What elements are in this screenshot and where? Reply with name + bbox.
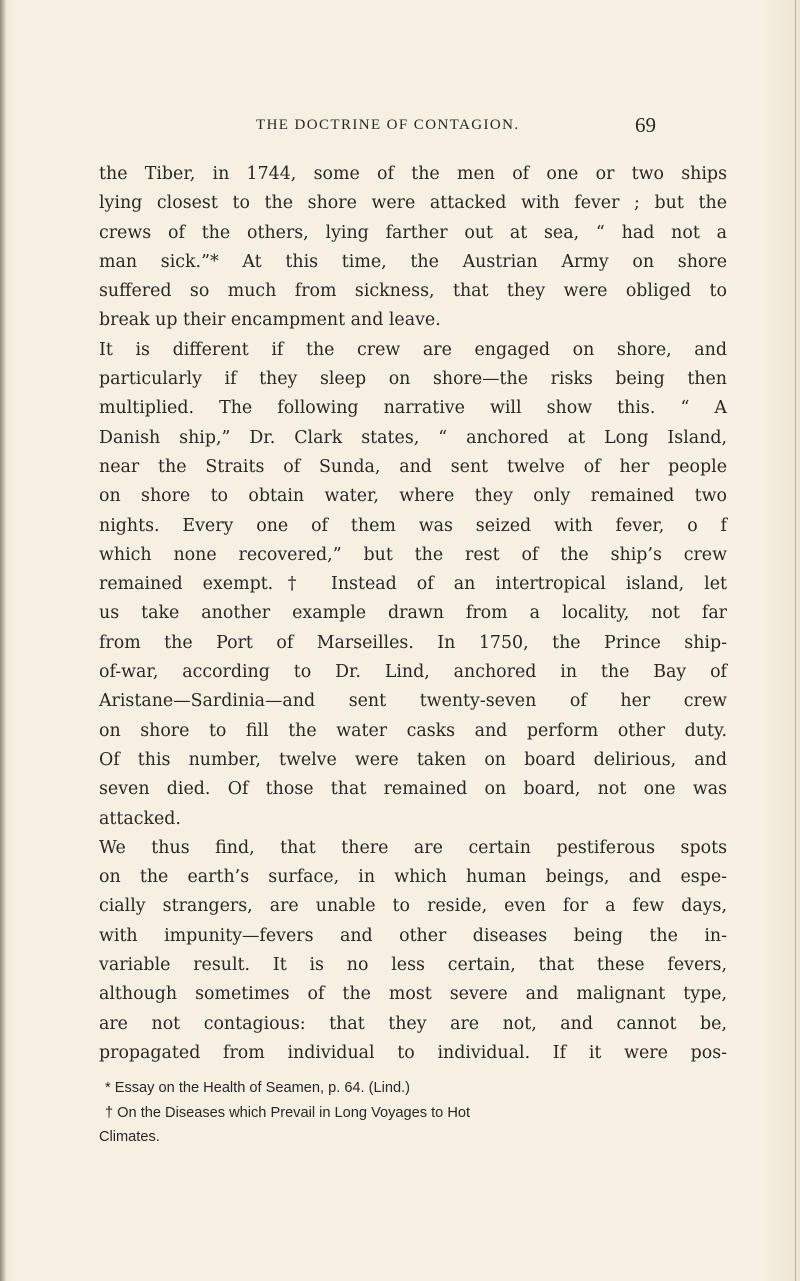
text-line: on shore to fill the water casks and perform other duty. <box>99 720 727 741</box>
running-head: THE DOCTRINE OF CONTAGION. <box>256 117 520 133</box>
text-line: with impunity—fevers and other diseases being the in- <box>99 925 727 946</box>
text-line: Danish ship,” Dr. Clark states, “ anchored at Long Island, <box>99 427 727 448</box>
text-line: although sometimes of the most severe and malignant type, <box>99 984 727 1005</box>
page-number: 69 <box>635 113 656 137</box>
text-line: propagated from individual to individual. If it were pos- <box>99 1042 727 1063</box>
page-edge <box>795 0 796 1281</box>
text-line: particularly if they sleep on shore—the risks being then <box>99 369 727 390</box>
text-line: on the earth’s surface, in which human beings, and espe- <box>99 867 727 888</box>
body-text <box>99 160 727 1068</box>
text-line: crews of the others, lying farther out at sea, “ had not a <box>99 222 727 243</box>
text-line: near the Straits of Sunda, and sent twelve of her people <box>99 456 727 477</box>
footnote-2: † On the Diseases which Prevail in Long Voyages to Hot <box>105 1104 471 1121</box>
text-line: break up their encampment and leave. <box>99 310 441 331</box>
text-line: attacked. <box>99 808 181 829</box>
text-line: are not contagious: that they are not, and cannot be, <box>99 1013 727 1034</box>
page-gutter-shadow <box>0 0 6 1281</box>
text-line: of-war, according to Dr. Lind, anchored in the Bay of <box>99 662 727 683</box>
text-line: on shore to obtain water, where they only remained two <box>99 486 727 507</box>
text-line: the Tiber, in 1744, some of the men of one or two ships <box>99 164 727 184</box>
text-line: variable result. It is no less certain, that these fevers, <box>99 955 727 976</box>
footnotes <box>99 1076 719 1150</box>
text-line: Aristane—Sardinia—and sent twenty-seven of her crew <box>99 691 727 712</box>
text-line: suffered so much from sickness, that they were obliged to <box>99 281 727 302</box>
text-line: Of this number, twelve were taken on board delirious, and <box>99 749 727 770</box>
text-line: lying closest to the shore were attacked with fever ; but the <box>99 193 727 214</box>
text-line: We thus find, that there are certain pestiferous spots <box>99 837 727 858</box>
text-line: from the Port of Marseilles. In 1750, the Prince ship- <box>99 632 727 653</box>
text-line: nights. Every one of them was seized with fever, o f <box>99 515 727 536</box>
text-line: seven died. Of those that remained on board, not one was <box>99 779 727 800</box>
page-header <box>256 113 656 141</box>
footnote-1: * Essay on the Health of Seamen, p. 64. (Lind.) <box>105 1080 411 1096</box>
text-line: multiplied. The following narrative will show this. “ A <box>99 398 727 419</box>
text-line: It is different if the crew are engaged on shore, and <box>99 339 727 360</box>
text-line: which none recovered,” but the rest of the ship’s crew <box>99 544 727 565</box>
text-line: us take another example drawn from a locality, not far <box>99 603 727 624</box>
text-line: remained exempt.† Instead of an intertropical island, let <box>99 574 727 595</box>
text-line: cially strangers, are unable to reside, even for a few days, <box>99 896 727 917</box>
text-line: man sick.”* At this time, the Austrian Army on shore <box>99 251 727 272</box>
footnote-2-continued: Climates. <box>99 1129 160 1145</box>
